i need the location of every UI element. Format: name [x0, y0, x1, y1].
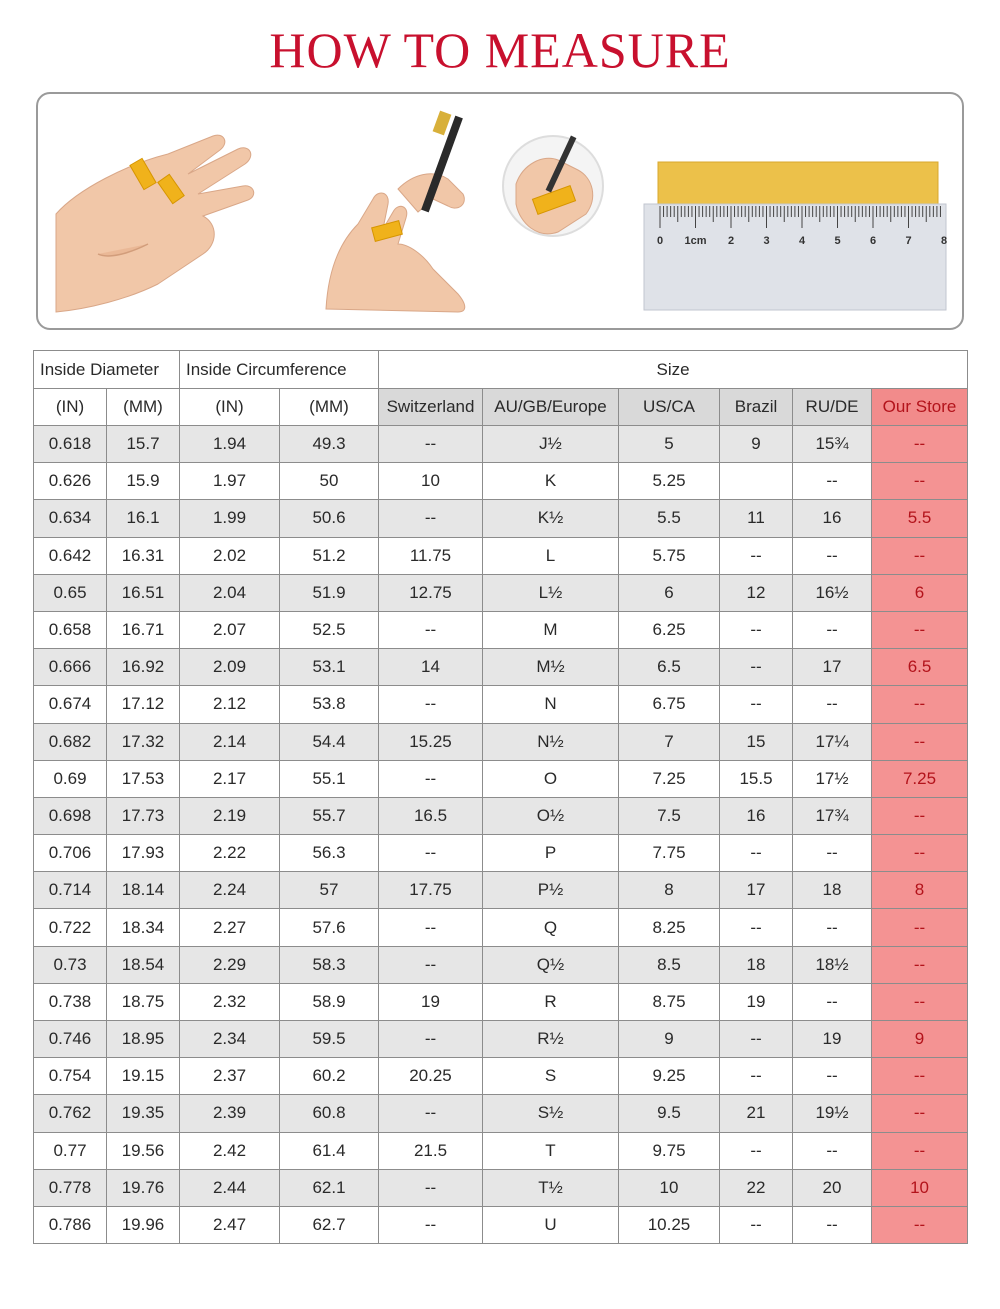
table-cell: P	[483, 835, 619, 872]
table-row	[34, 909, 968, 946]
table-cell: 0.69	[34, 760, 107, 797]
table-cell: 0.714	[34, 872, 107, 909]
table-cell: J½	[483, 426, 619, 463]
table-cell: N	[483, 686, 619, 723]
table-cell: 52.5	[280, 611, 379, 648]
table-cell: 19.15	[107, 1058, 180, 1095]
table-cell: 14	[379, 649, 483, 686]
table-row	[34, 1132, 968, 1169]
inside-circumference-header: Inside Circumference	[180, 351, 379, 389]
table-cell: 17.75	[379, 872, 483, 909]
table-cell: --	[793, 686, 872, 723]
our-store-cell: --	[872, 835, 968, 872]
table-cell: 0.754	[34, 1058, 107, 1095]
table-cell: 61.4	[280, 1132, 379, 1169]
table-cell: --	[379, 611, 483, 648]
table-cell: 20	[793, 1169, 872, 1206]
table-cell	[720, 463, 793, 500]
table-cell: 17.73	[107, 797, 180, 834]
table-cell: 2.37	[180, 1058, 280, 1095]
table-cell: P½	[483, 872, 619, 909]
table-cell: 10.25	[619, 1206, 720, 1243]
table-cell: 15.25	[379, 723, 483, 760]
table-cell: 0.634	[34, 500, 107, 537]
ruler-label: 6	[869, 235, 877, 247]
table-cell: 0.738	[34, 983, 107, 1020]
table-cell: 8	[619, 872, 720, 909]
our-store-cell: 10	[872, 1169, 968, 1206]
our-store-cell: --	[872, 797, 968, 834]
table-cell: 1.99	[180, 500, 280, 537]
table-cell: 9	[720, 426, 793, 463]
table-cell: --	[720, 686, 793, 723]
table-cell: 19.56	[107, 1132, 180, 1169]
table-cell: --	[379, 760, 483, 797]
table-cell: 2.09	[180, 649, 280, 686]
table-cell: 17	[793, 649, 872, 686]
table-cell: 0.666	[34, 649, 107, 686]
table-cell: 2.29	[180, 946, 280, 983]
table-cell: 2.47	[180, 1206, 280, 1243]
our-store-cell: 8	[872, 872, 968, 909]
table-cell: 2.17	[180, 760, 280, 797]
table-cell: 8.25	[619, 909, 720, 946]
table-cell: 6.75	[619, 686, 720, 723]
table-row	[34, 1021, 968, 1058]
table-cell: 0.618	[34, 426, 107, 463]
table-cell: 2.39	[180, 1095, 280, 1132]
table-cell: 5.5	[619, 500, 720, 537]
table-cell: 11	[720, 500, 793, 537]
table-cell: 0.778	[34, 1169, 107, 1206]
column-header: (IN)	[180, 389, 280, 426]
table-cell: 0.682	[34, 723, 107, 760]
table-cell: 22	[720, 1169, 793, 1206]
table-cell: 9.25	[619, 1058, 720, 1095]
table-cell: --	[720, 649, 793, 686]
table-row	[34, 1058, 968, 1095]
table-cell: --	[720, 1021, 793, 1058]
table-row	[34, 574, 968, 611]
table-cell: --	[379, 500, 483, 537]
table-cell: 2.02	[180, 537, 280, 574]
table-row	[34, 1169, 968, 1206]
table-cell: 62.1	[280, 1169, 379, 1206]
table-cell: --	[379, 835, 483, 872]
table-column-header-row	[34, 389, 968, 426]
table-cell: 17.93	[107, 835, 180, 872]
ruler-label: 4	[798, 235, 806, 247]
table-cell: 11.75	[379, 537, 483, 574]
table-cell: 8.5	[619, 946, 720, 983]
table-cell: M½	[483, 649, 619, 686]
table-row	[34, 797, 968, 834]
table-cell: 0.642	[34, 537, 107, 574]
table-cell: R½	[483, 1021, 619, 1058]
table-cell: 5.25	[619, 463, 720, 500]
table-row	[34, 723, 968, 760]
table-cell: 16½	[793, 574, 872, 611]
table-cell: 6	[619, 574, 720, 611]
table-cell: 7.75	[619, 835, 720, 872]
table-cell: 19	[793, 1021, 872, 1058]
marking-with-pen-image	[326, 111, 603, 312]
column-header: RU/DE	[793, 389, 872, 426]
ruler-label: 7	[905, 235, 912, 247]
table-row	[34, 611, 968, 648]
table-cell: --	[720, 537, 793, 574]
column-header: US/CA	[619, 389, 720, 426]
table-cell: 0.674	[34, 686, 107, 723]
table-cell: L	[483, 537, 619, 574]
table-cell: S½	[483, 1095, 619, 1132]
table-cell: 16.31	[107, 537, 180, 574]
table-cell: 17¼	[793, 723, 872, 760]
table-cell: 16.71	[107, 611, 180, 648]
table-cell: 18.14	[107, 872, 180, 909]
table-cell: 19.76	[107, 1169, 180, 1206]
table-cell: R	[483, 983, 619, 1020]
table-group-header-row	[34, 351, 968, 389]
table-cell: 10	[619, 1169, 720, 1206]
our-store-cell: --	[872, 946, 968, 983]
table-cell: 2.32	[180, 983, 280, 1020]
table-cell: 15.9	[107, 463, 180, 500]
our-store-cell: 9	[872, 1021, 968, 1058]
table-cell: 2.42	[180, 1132, 280, 1169]
table-cell: 50	[280, 463, 379, 500]
table-cell: --	[720, 1132, 793, 1169]
table-cell: 18½	[793, 946, 872, 983]
table-cell: 7.5	[619, 797, 720, 834]
table-cell: 0.77	[34, 1132, 107, 1169]
table-cell: 0.762	[34, 1095, 107, 1132]
table-cell: 2.12	[180, 686, 280, 723]
ruler-label: 1cm	[684, 235, 707, 247]
table-cell: 55.7	[280, 797, 379, 834]
table-cell: 17½	[793, 760, 872, 797]
our-store-cell: --	[872, 983, 968, 1020]
table-cell: M	[483, 611, 619, 648]
ruler-label: 3	[763, 235, 770, 247]
table-cell: --	[379, 1095, 483, 1132]
table-cell: 12.75	[379, 574, 483, 611]
table-cell: 7	[619, 723, 720, 760]
table-cell: O½	[483, 797, 619, 834]
table-cell: 0.65	[34, 574, 107, 611]
table-cell: 53.1	[280, 649, 379, 686]
table-cell: 16	[720, 797, 793, 834]
table-cell: 58.9	[280, 983, 379, 1020]
table-cell: 6.25	[619, 611, 720, 648]
table-cell: 55.1	[280, 760, 379, 797]
table-cell: 18.95	[107, 1021, 180, 1058]
table-cell: N½	[483, 723, 619, 760]
table-cell: --	[793, 1206, 872, 1243]
hand-with-tape-image	[56, 135, 254, 312]
table-row	[34, 1206, 968, 1243]
column-header: (MM)	[280, 389, 379, 426]
table-cell: 17.32	[107, 723, 180, 760]
table-cell: U	[483, 1206, 619, 1243]
table-cell: 15	[720, 723, 793, 760]
table-cell: 19	[720, 983, 793, 1020]
our-store-cell: --	[872, 909, 968, 946]
table-cell: 51.2	[280, 537, 379, 574]
table-cell: 0.706	[34, 835, 107, 872]
size-header: Size	[379, 351, 968, 389]
ring-size-table	[33, 350, 968, 1244]
table-cell: 16.1	[107, 500, 180, 537]
table-cell: 0.786	[34, 1206, 107, 1243]
table-cell: 2.34	[180, 1021, 280, 1058]
table-cell: 0.658	[34, 611, 107, 648]
table-row	[34, 835, 968, 872]
table-cell: 15¾	[793, 426, 872, 463]
our-store-cell: --	[872, 463, 968, 500]
table-cell: 2.07	[180, 611, 280, 648]
ruler-label: 2	[727, 235, 735, 247]
table-cell: --	[720, 1058, 793, 1095]
table-row	[34, 463, 968, 500]
table-cell: K	[483, 463, 619, 500]
table-row	[34, 426, 968, 463]
table-cell: 54.4	[280, 723, 379, 760]
table-cell: K½	[483, 500, 619, 537]
table-cell: 16.92	[107, 649, 180, 686]
table-cell: --	[379, 909, 483, 946]
ruler-label: 5	[834, 235, 841, 247]
our-store-column-header: Our Store	[872, 389, 968, 426]
table-cell: 17.53	[107, 760, 180, 797]
table-cell: --	[793, 983, 872, 1020]
table-cell: 62.7	[280, 1206, 379, 1243]
table-cell: 9.75	[619, 1132, 720, 1169]
table-cell: 21	[720, 1095, 793, 1132]
table-cell: 1.94	[180, 426, 280, 463]
table-cell: 60.8	[280, 1095, 379, 1132]
table-cell: --	[379, 946, 483, 983]
column-header: Brazil	[720, 389, 793, 426]
our-store-cell: --	[872, 1132, 968, 1169]
table-cell: 10	[379, 463, 483, 500]
our-store-cell: 6	[872, 574, 968, 611]
our-store-cell: 6.5	[872, 649, 968, 686]
column-header: (MM)	[107, 389, 180, 426]
table-cell: 7.25	[619, 760, 720, 797]
table-cell: 17.12	[107, 686, 180, 723]
our-store-cell: --	[872, 1095, 968, 1132]
table-row	[34, 1095, 968, 1132]
our-store-cell: --	[872, 723, 968, 760]
our-store-cell: --	[872, 1058, 968, 1095]
measuring-steps-graphic	[38, 94, 962, 328]
table-cell: 0.73	[34, 946, 107, 983]
table-cell: 57	[280, 872, 379, 909]
table-cell: --	[793, 909, 872, 946]
table-cell: 59.5	[280, 1021, 379, 1058]
table-cell: 18.75	[107, 983, 180, 1020]
table-cell: 19	[379, 983, 483, 1020]
table-cell: --	[793, 1132, 872, 1169]
table-cell: 16.5	[379, 797, 483, 834]
our-store-cell: --	[872, 611, 968, 648]
table-row	[34, 649, 968, 686]
ruler-label: 8	[940, 235, 948, 247]
ruler-label: 0	[656, 235, 664, 247]
table-cell: 51.9	[280, 574, 379, 611]
ruler-image	[644, 162, 947, 310]
table-cell: --	[793, 463, 872, 500]
table-cell: --	[720, 835, 793, 872]
table-cell: --	[379, 1206, 483, 1243]
table-cell: --	[720, 909, 793, 946]
table-cell: 2.44	[180, 1169, 280, 1206]
table-cell: --	[379, 1169, 483, 1206]
table-cell: 16	[793, 500, 872, 537]
table-cell: --	[793, 611, 872, 648]
table-cell: 2.19	[180, 797, 280, 834]
table-cell: 9.5	[619, 1095, 720, 1132]
table-cell: 49.3	[280, 426, 379, 463]
table-cell: L½	[483, 574, 619, 611]
table-cell: 8.75	[619, 983, 720, 1020]
table-cell: T½	[483, 1169, 619, 1206]
our-store-cell: 7.25	[872, 760, 968, 797]
table-cell: --	[379, 1021, 483, 1058]
table-cell: 19.35	[107, 1095, 180, 1132]
column-header: (IN)	[34, 389, 107, 426]
table-cell: 2.04	[180, 574, 280, 611]
table-cell: 53.8	[280, 686, 379, 723]
table-cell: 9	[619, 1021, 720, 1058]
table-body	[34, 426, 968, 1244]
table-cell: --	[720, 611, 793, 648]
table-cell: S	[483, 1058, 619, 1095]
column-header: Switzerland	[379, 389, 483, 426]
table-cell: --	[379, 426, 483, 463]
table-cell: 20.25	[379, 1058, 483, 1095]
page-title: HOW TO MEASURE	[269, 22, 731, 78]
table-cell: 18	[793, 872, 872, 909]
table-cell: 17	[720, 872, 793, 909]
table-cell: 0.698	[34, 797, 107, 834]
table-cell: T	[483, 1132, 619, 1169]
table-cell: --	[793, 537, 872, 574]
table-cell: Q	[483, 909, 619, 946]
table-cell: 18.34	[107, 909, 180, 946]
table-cell: 15.5	[720, 760, 793, 797]
table-cell: 0.746	[34, 1021, 107, 1058]
table-cell: 21.5	[379, 1132, 483, 1169]
table-cell: 16.51	[107, 574, 180, 611]
table-cell: 0.626	[34, 463, 107, 500]
table-row	[34, 500, 968, 537]
table-cell: --	[720, 1206, 793, 1243]
our-store-cell: --	[872, 537, 968, 574]
table-row	[34, 983, 968, 1020]
table-cell: 18	[720, 946, 793, 983]
table-cell: 57.6	[280, 909, 379, 946]
our-store-cell: 5.5	[872, 500, 968, 537]
table-row	[34, 686, 968, 723]
table-cell: 19½	[793, 1095, 872, 1132]
table-cell: 12	[720, 574, 793, 611]
our-store-cell: --	[872, 1206, 968, 1243]
table-cell: 60.2	[280, 1058, 379, 1095]
table-cell: 5.75	[619, 537, 720, 574]
measuring-illustration	[36, 92, 964, 330]
table-cell: 2.22	[180, 835, 280, 872]
our-store-cell: --	[872, 426, 968, 463]
table-cell: Q½	[483, 946, 619, 983]
column-header: AU/GB/Europe	[483, 389, 619, 426]
our-store-cell: --	[872, 686, 968, 723]
table-cell: 50.6	[280, 500, 379, 537]
inside-diameter-header: Inside Diameter	[34, 351, 180, 389]
table-cell: 15.7	[107, 426, 180, 463]
table-cell: O	[483, 760, 619, 797]
table-cell: --	[793, 1058, 872, 1095]
table-cell: 2.14	[180, 723, 280, 760]
table-cell: 1.97	[180, 463, 280, 500]
table-row	[34, 946, 968, 983]
table-cell: 18.54	[107, 946, 180, 983]
table-cell: 6.5	[619, 649, 720, 686]
table-cell: 0.722	[34, 909, 107, 946]
table-cell: 2.27	[180, 909, 280, 946]
table-cell: 17¾	[793, 797, 872, 834]
table-cell: 5	[619, 426, 720, 463]
table-cell: 2.24	[180, 872, 280, 909]
table-row	[34, 760, 968, 797]
table-cell: 58.3	[280, 946, 379, 983]
table-cell: 56.3	[280, 835, 379, 872]
table-cell: --	[379, 686, 483, 723]
table-row	[34, 537, 968, 574]
table-cell: --	[793, 835, 872, 872]
table-cell: 19.96	[107, 1206, 180, 1243]
table-row	[34, 872, 968, 909]
